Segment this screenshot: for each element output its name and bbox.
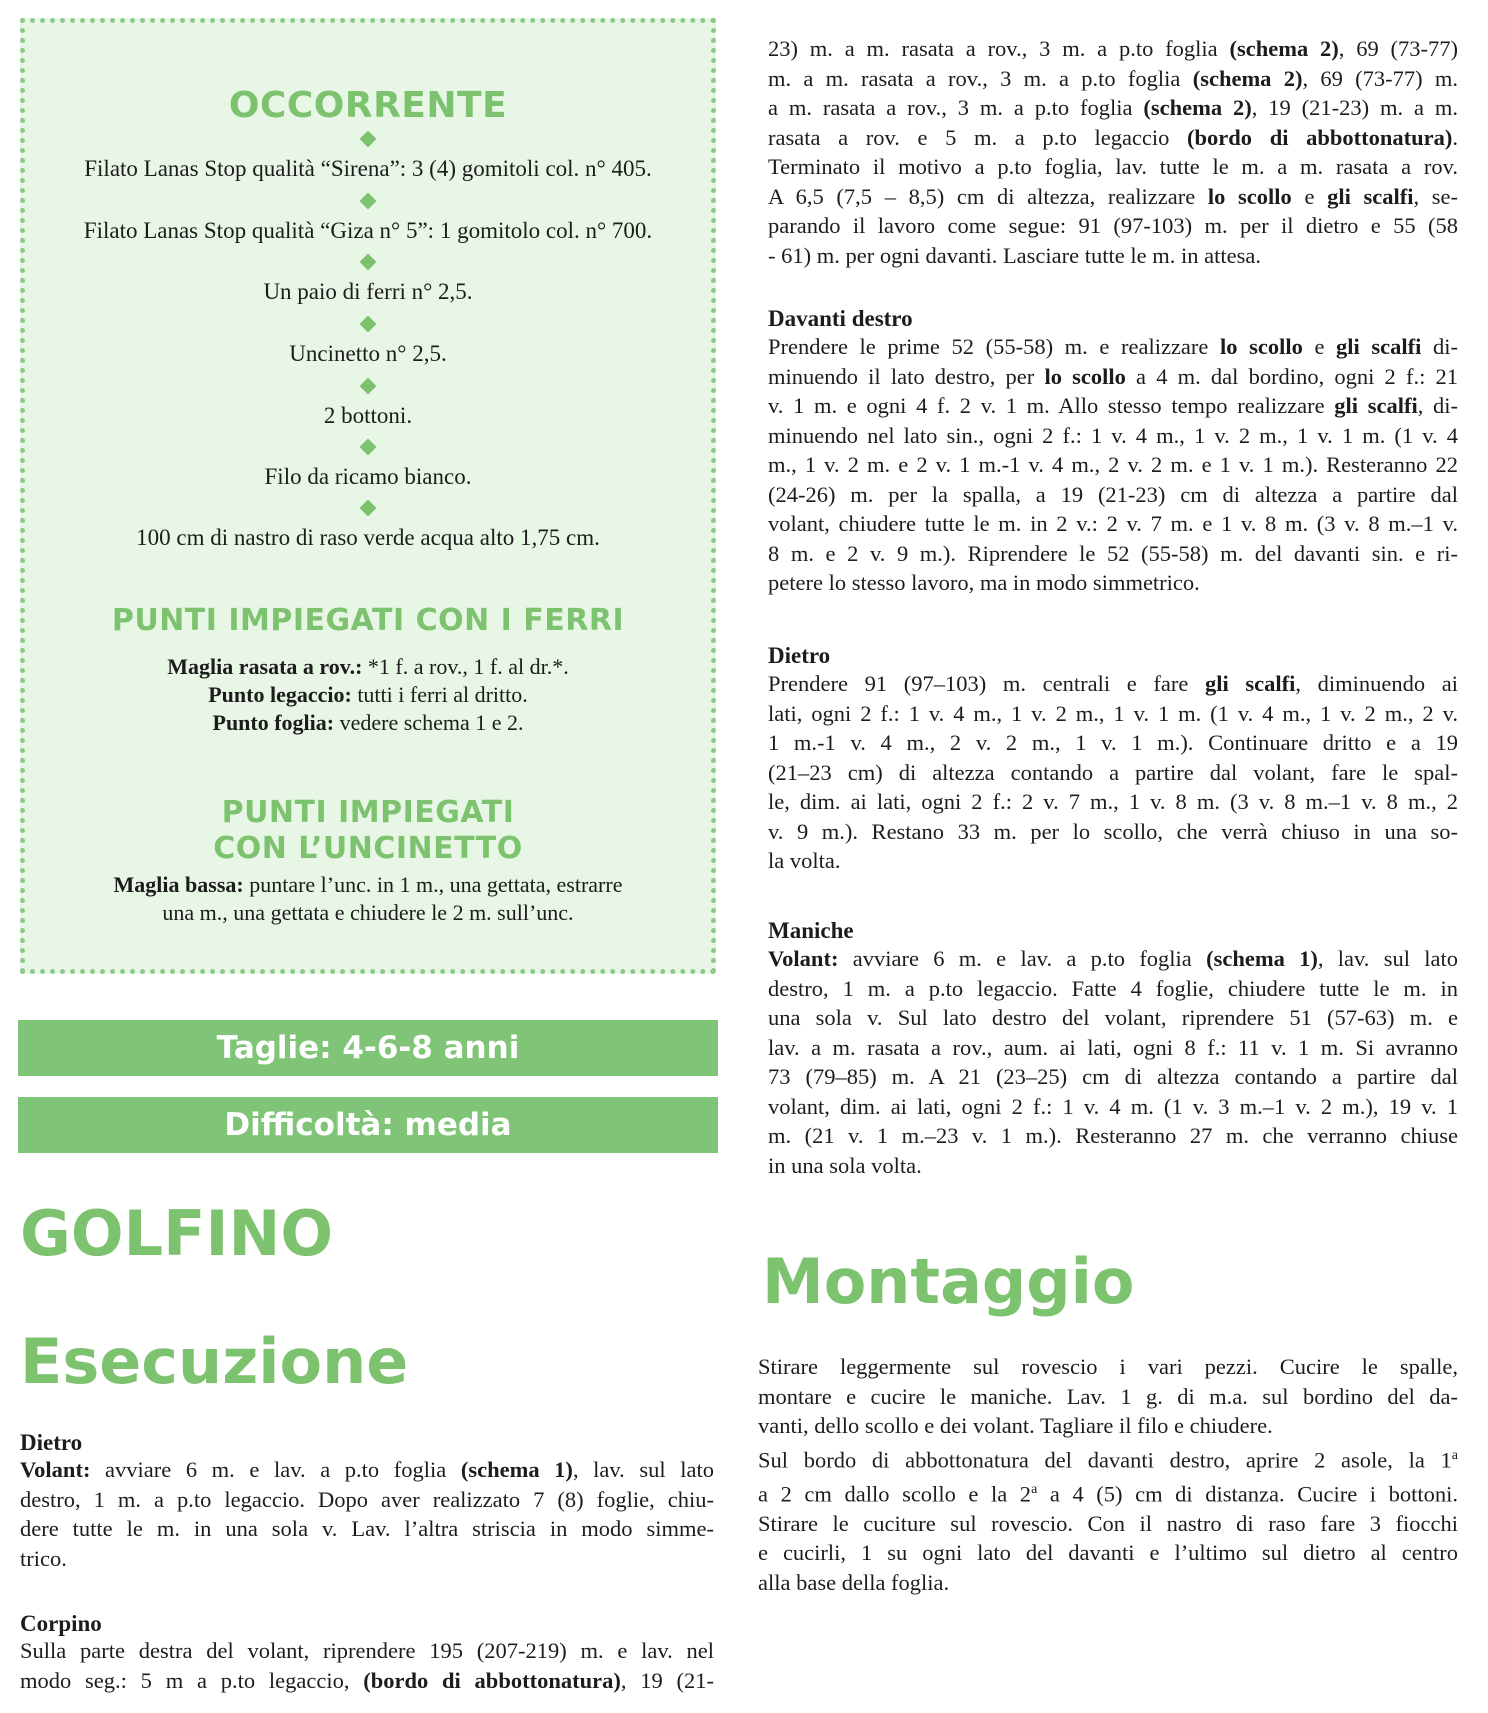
maniche-paragraph: Volant: avviare 6 m. e lav. a p.to foglia (schema 1), lav. sul lato destro, 1 m. a p.to legaccio. Fatte 4 foglie, chiudere tutte le m. in una sola v. Sul lato destro del volant, riprendere 51 (57-63) m. e lav. a m. rasata a rov., aum. ai lati, ogni 8 f.: 11 v. 1 m. Si avranno 73 (79–85) m. A 21 (23–25) cm di altezza contando a partire dal volant, dim. ai lati, ogni 2 f.: 1 v. 4 m. (1 v. 3 m.–1 v. 2 m.), 19 v. 1 m. (21 v. 1 m.–23 v. 1 m.). Resteranno 27 m. che verranno chiuse in una sola volta. xyxy=(768,946,1458,1178)
diamond-bullet xyxy=(360,131,377,148)
dietro-volant-paragraph: Volant: avviare 6 m. e lav. a p.to foglia (schema 1), lav. sul lato destro, 1 m. a p.to legaccio. Dopo aver realizzato 7 (8) foglie, chiu- dere tutte le m. in una sola v. Lav. l’altra striscia in modo simme- trico. xyxy=(20,1457,714,1571)
dietro-heading: Dietro xyxy=(20,1430,83,1455)
knit-stitches-heading: PUNTI IMPIEGATI CON I FERRI xyxy=(111,603,625,638)
diamond-bullet xyxy=(360,378,377,395)
diamond-bullet xyxy=(360,193,377,210)
materials-heading: OCCORRENTE xyxy=(228,85,508,126)
crochet-stitches-heading: PUNTI IMPIEGATI CON L’UNCINETTO xyxy=(213,795,523,866)
maniche-heading: Maniche xyxy=(768,918,854,943)
materials-item: Filato Lanas Stop qualità “Giza n° 5”: 1 gomitolo col. n° 700. xyxy=(83,218,653,243)
crochet-stitch-item-cont: una m., una gettata e chiudere le 2 m. sull’unc. xyxy=(162,900,574,925)
diamond-bullet xyxy=(360,500,377,517)
materials-item: 100 cm di nastro di raso verde acqua alto 1,75 cm. xyxy=(136,525,600,550)
corpino-paragraph: Sulla parte destra del volant, riprendere 195 (207-219) m. e lav. nel modo seg.: 5 m a p.to legaccio, (bordo di abbottonatura), 19 (21- xyxy=(20,1638,714,1693)
materials-item: Uncinetto n° 2,5. xyxy=(289,341,447,366)
materials-item: Filo da ricamo bianco. xyxy=(264,464,472,489)
stitch-item: Punto legaccio: tutti i ferri al dritto. xyxy=(208,682,528,707)
crochet-stitch-item: Maglia bassa: puntare l’unc. in 1 m., una gettata, estrarre xyxy=(113,872,623,897)
materials-box xyxy=(20,18,716,974)
materials-item: Filato Lanas Stop qualità “Sirena”: 3 (4) gomitoli col. n° 405. xyxy=(84,156,652,181)
materials-item: Un paio di ferri n° 2,5. xyxy=(263,279,473,304)
dietro-right-heading: Dietro xyxy=(768,643,831,668)
davanti-destro-paragraph: Prendere le prime 52 (55-58) m. e realizzare lo scollo e gli scalfi di- minuendo il lato destro, per lo scollo a 4 m. dal bordino, ogni 2 f.: 21 v. 1 m. e ogni 4 f. 2 v. 1 m. Allo stesso tempo realizzare gli scalfi, di- minuendo nel lato sin., ogni 2 f.: 1 v. 4 m., 1 v. 2 m., 1 v. 1 m. (1 v. 4 m., 1 v. 2 m. e 2 v. 1 m.-1 v. 4 m., 2 v. 2 m. e 1 v. 1 m.). Resteranno 22 (24-26) m. per la spalla, a 19 (21-23) cm di altezza a partire dal volant, chiudere tutte le m. in 2 v.: 2 v. 7 m. e 1 v. 8 m. (3 v. 8 m.–1 v. 8 m. e 2 v. 9 m.). Riprendere le 52 (55-58) m. del davanti sin. e ri- petere lo stesso lavoro, ma in modo simmetrico. xyxy=(768,334,1458,595)
davanti-destro-heading: Davanti destro xyxy=(768,306,913,331)
page-title: GOLFINO xyxy=(20,1197,334,1270)
diamond-bullet xyxy=(360,439,377,456)
stitch-item: Punto foglia: vedere schema 1 e 2. xyxy=(212,710,524,735)
corpino-heading: Corpino xyxy=(20,1611,102,1636)
diamond-bullet xyxy=(360,254,377,271)
stitch-item: Maglia rasata a rov.: *1 f. a rov., 1 f. al dr.*. xyxy=(167,654,569,679)
difficulty-bar: Difficoltà: media xyxy=(18,1097,718,1153)
montaggio-paragraph: Stirare leggermente sul rovescio i vari pezzi. Cucire le spalle, montare e cucire le maniche. Lav. 1 g. di m.a. sul bordino del da- vanti, dello scollo e dei volant. Tagliare il filo e chiudere. Sul bordo di abbottonatura del davanti destro, aprire 2 asole, la 1$^a$ a 2 cm dallo scollo e la 2$^a$ a 4 (5) cm di distanza. Cucire i bottoni. Stirare le cuciture sul rovescio. Con il nastro di raso fare 3 fiocchi e cucirli, 1 su ogni lato del davanti e l’ultimo sul dietro al centro alla base della foglia. xyxy=(758,1354,1458,1595)
assembly-title: Montaggio xyxy=(762,1245,1135,1318)
sizes-bar: Taglie: 4-6-8 anni xyxy=(18,1020,718,1076)
corpino-continued-paragraph: 23) m. a m. rasata a rov., 3 m. a p.to foglia (schema 2), 69 (73-77) m. a m. rasata a rov., 3 m. a p.to foglia (schema 2), 69 (73-77) m. a m. rasata a rov., 3 m. a p.to foglia (schema 2), 19 (21-23) m. a m. rasata a rov. e 5 m. a p.to legaccio (bordo di abbottonatura). Terminato il motivo a p.to foglia, lav. tutte le m. a m. rasata a rov. A 6,5 (7,5 – 8,5) cm di altezza, realizzare lo scollo e gli scalfi, se- parando il lavoro come segue: 91 (97-103) m. per il dietro e 55 (58 - 61) m. per ogni davanti. Lasciare tutte le m. in attesa. xyxy=(768,36,1459,268)
diamond-bullet xyxy=(360,316,377,333)
execution-title: Esecuzione xyxy=(20,1325,409,1398)
materials-item: 2 bottoni. xyxy=(323,403,413,428)
dietro-right-paragraph: Prendere 91 (97–103) m. centrali e fare gli scalfi, diminuendo ai lati, ogni 2 f.: 1 v. 4 m., 1 v. 2 m., 1 v. 1 m. (1 v. 4 m., 1 v. 2 m., 2 v. 1 m.-1 v. 4 m., 2 v. 2 m., 1 v. 1 m.). Continuare dritto e a 19 (21–23 cm) di altezza contando a partire dal volant, fare le spal- le, dim. ai lati, ogni 2 f.: 2 v. 7 m., 1 v. 8 m. (3 v. 8 m.–1 v. 8 m., 2 v. 9 m.). Restano 33 m. per lo scollo, che verrà chiuso in una so- la volta. xyxy=(768,671,1458,873)
